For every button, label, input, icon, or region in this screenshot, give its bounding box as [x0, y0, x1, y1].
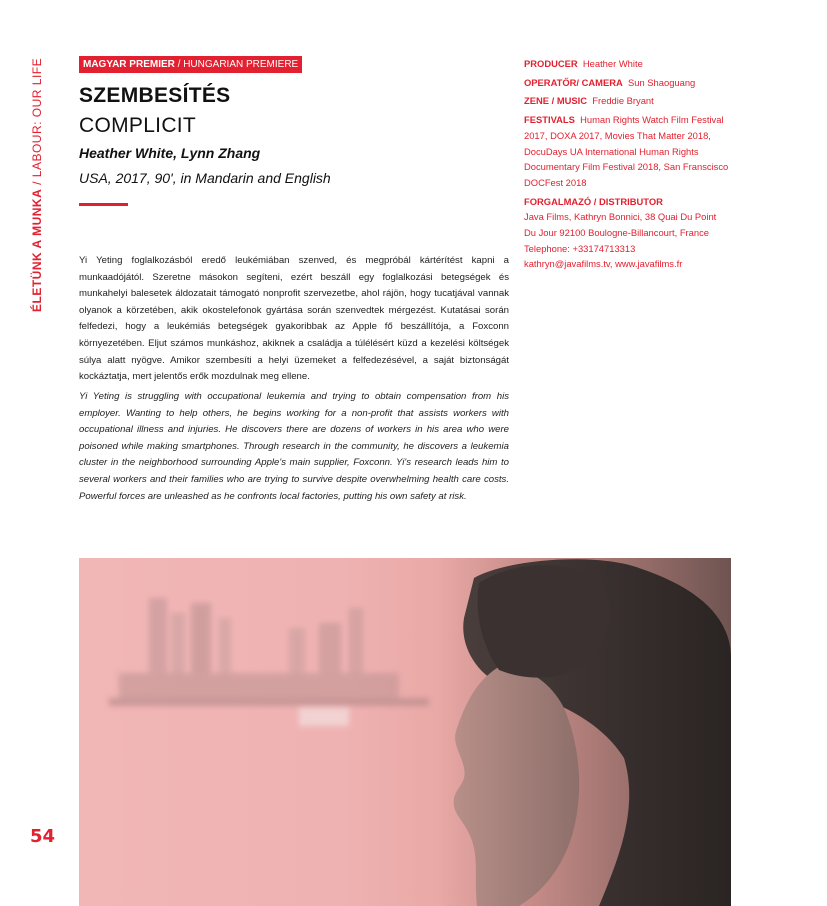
section-label-en: / LABOUR: OUR LIFE — [30, 57, 44, 189]
premiere-badge — [79, 56, 302, 73]
credit-festivals-label: FESTIVALS — [524, 114, 575, 126]
synopsis-hungarian: Yi Yeting foglalkozásból eredő leukémiában szenved, és megpróbál kártérítést kapni a munkaadójától. Szeretne másokon segíteni, ezért beszáll egy foglalkozási betegségek és munkahelyi balesetek áldozatait támogató nonprofit szervezetbe, ahol rájön, hogy tucatjával vannak olyanok a körzetében, akik okostelefonok gyártása során szenvedtek mérgezést. Kutatásai során felfedezi, hogy a leukémiás betegségek gyakoribbak az Apple fő beszállítója, a Foxconn környezetében. Eljut számos munkáshoz, akiknek a családja a túlélésért küzd a kezelési költségek súlya alatt nyögve. Amikor szembesíti a helyi üzemeket a felfedezésével, a saját biztonságát kockáztatja, mert jelentős erők mozdulnak meg ellene. — [79, 255, 509, 383]
section-label-hu: ÉLETÜNK A MUNKA — [30, 188, 44, 312]
film-title-english: COMPLICIT — [79, 114, 197, 137]
directors: Heather White, Lynn Zhang — [79, 145, 261, 161]
page-number: 54 — [30, 826, 56, 847]
credit-music — [524, 93, 729, 109]
section-label — [30, 58, 44, 312]
credit-producer — [524, 56, 729, 72]
premiere-badge-en: / HUNGARIAN PREMIERE — [174, 59, 299, 70]
credit-camera-value: Sun Shaoguang — [628, 76, 696, 88]
film-still-photo — [79, 558, 731, 906]
film-still-illustration — [79, 558, 731, 906]
credit-festivals-value: Human Rights Watch Film Festival 2017, DOXA 2017, Movies That Matter 2018, DocuDays UA International Human Rights Documentary Film Festival 2018, San Franscisco DOCFest 2018 — [524, 114, 729, 188]
credit-camera-label: OPERATŐR/ CAMERA — [524, 76, 623, 88]
distributor-line: Java Films, Kathryn Bonnici, 38 Quai Du Point — [524, 211, 717, 223]
credit-producer-value: Heather White — [582, 58, 643, 69]
credit-distributor-label: FORGALMAZÓ / DISTRIBUTOR — [524, 195, 663, 207]
distributor-line: kathryn@javafilms.tv, www.javafilms.fr — [524, 258, 683, 270]
credit-camera — [524, 75, 729, 91]
distributor-line: Telephone: +33174713313 — [524, 242, 636, 254]
credit-producer-label: PRODUCER — [524, 58, 578, 69]
credit-distributor — [524, 194, 729, 273]
face-shape — [454, 667, 580, 906]
credit-music-value: Freddie Bryant — [592, 95, 654, 107]
premiere-badge-hu: MAGYAR PREMIER — [83, 59, 175, 70]
distributor-line: Du Jour 92100 Boulogne-Billancourt, France — [524, 227, 710, 239]
film-meta: USA, 2017, 90', in Mandarin and English — [79, 170, 331, 186]
synopsis-english: Yi Yeting is struggling with occupational leukemia and trying to obtain compensation from his employer. Wanting to help others, he begins working for a non-profit that assists workers with occupational illness and injuries. He discovers there are dozens of workers in his area who were poisoned while making smartphones. Through research in the community, he discovers a leukemia cluster in the neighborhood surrounding Apple's main supplier, Foxconn. Yi's research leads him to several workers and their families who are trying to survive despite overwhelming health care costs. Powerful forces are unleashed as he confronts local factories, putting his own safety at risk. — [79, 391, 509, 502]
credit-festivals — [524, 112, 729, 191]
film-title-hungarian: SZEMBESÍTÉS — [79, 84, 231, 107]
credits-panel — [524, 56, 729, 275]
credit-music-label: ZENE / MUSIC — [524, 95, 588, 107]
city-skyline — [109, 598, 429, 726]
divider — [79, 203, 128, 206]
